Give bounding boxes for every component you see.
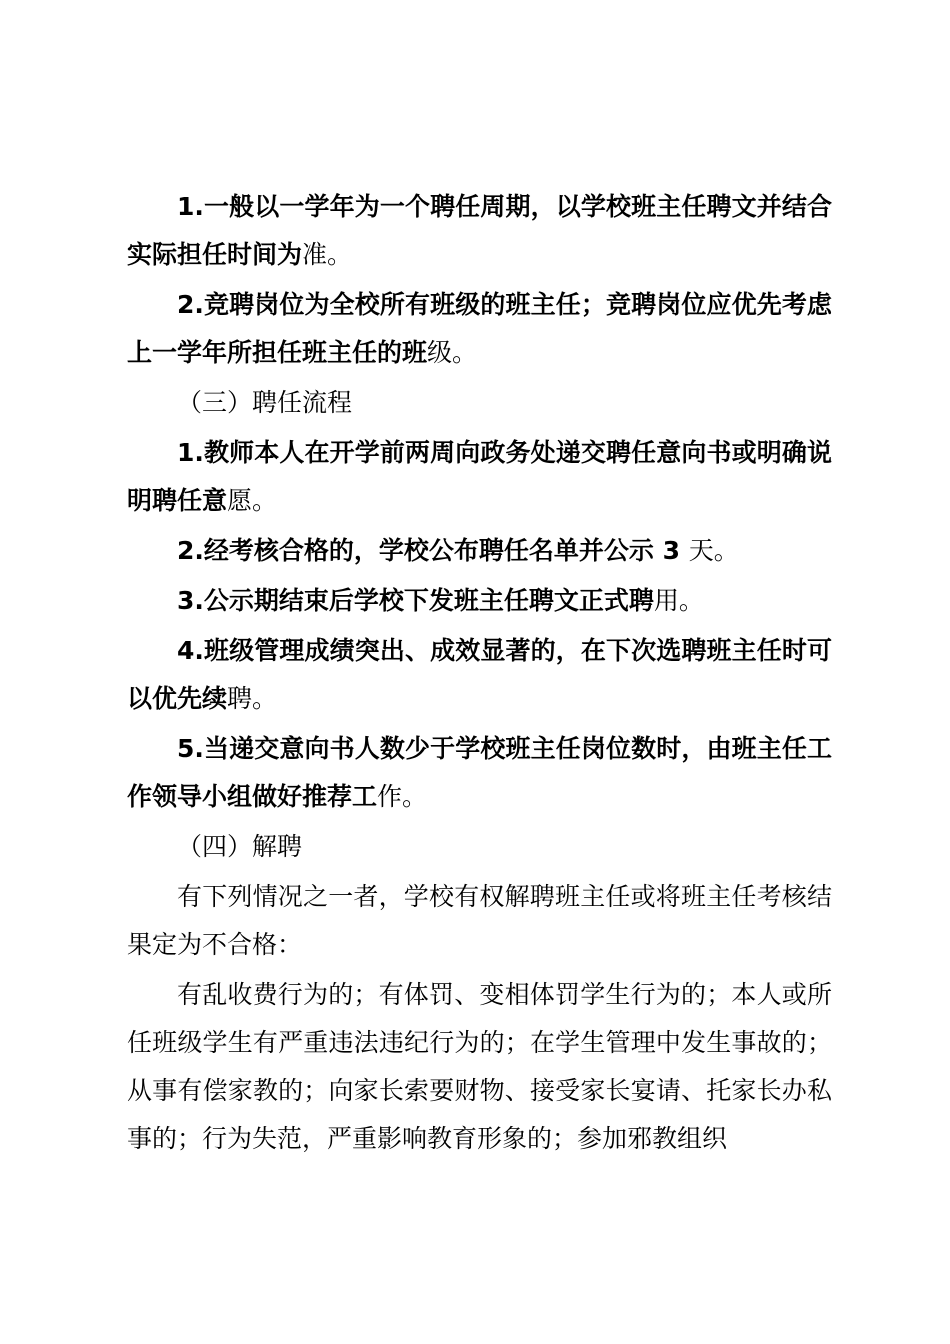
paragraph-text: 聘。 [227,684,278,713]
paragraph-text: 准。 [302,240,353,269]
paragraph-step-3 [127,577,832,625]
paragraph-text: 用。 [653,586,704,615]
paragraph-bold-text: 5.当递交意向书人数少于学校班主任岗位数时，由班主任工作领导小组做好推荐工 [127,734,832,811]
paragraph-step-1 [127,429,832,525]
paragraph-dismissal-intro [127,873,832,969]
paragraph-step-4 [127,627,832,723]
paragraph-step-5 [127,725,832,821]
document-body [127,183,832,1165]
paragraph-dismissal-conditions [127,971,832,1163]
section-heading-process [127,379,832,427]
paragraph-text: 有下列情况之一者，学校有权解聘班主任或将班主任考核结果定为不合格： [127,882,832,959]
paragraph-bold-text: 1.一般以一学年为一个聘任周期，以学校班主任聘文并结合实际担任时间为 [127,192,832,269]
paragraph-bold-text: 3.公示期结束后学校下发班主任聘文正式聘 [177,586,654,615]
paragraph-text: 有乱收费行为的；有体罚、变相体罚学生行为的；本人或所任班级学生有严重违法违纪行为的；在学生管理中发生事故的；从事有偿家教的；向家长索要财物、接受家长宴请、托家长办私事的；行为失范，严重影响教育形象的；参加邪教组织 [127,980,832,1153]
paragraph-positions [127,281,832,377]
paragraph-text: 天。 [688,536,739,565]
paragraph-text: 作。 [377,782,428,811]
paragraph-text: 级。 [427,338,478,367]
section-heading-text: （四）解聘 [177,832,303,861]
paragraph-term-period [127,183,832,279]
paragraph-bold-text: 2.经考核合格的，学校公布聘任名单并公示 3 [177,536,689,565]
section-heading-text: （三）聘任流程 [177,388,353,417]
section-heading-dismissal [127,823,832,871]
paragraph-bold-text: 2.竞聘岗位为全校所有班级的班主任；竞聘岗位应优先考虑上一学年所担任班主任的班 [127,290,832,367]
paragraph-text: 愿。 [227,486,278,515]
paragraph-bold-text: 4.班级管理成绩突出、成效显著的，在下次选聘班主任时可以优先续 [127,636,832,713]
paragraph-step-2 [127,527,832,575]
paragraph-bold-text: 1.教师本人在开学前两周向政务处递交聘任意向书或明确说明聘任意 [127,438,832,515]
